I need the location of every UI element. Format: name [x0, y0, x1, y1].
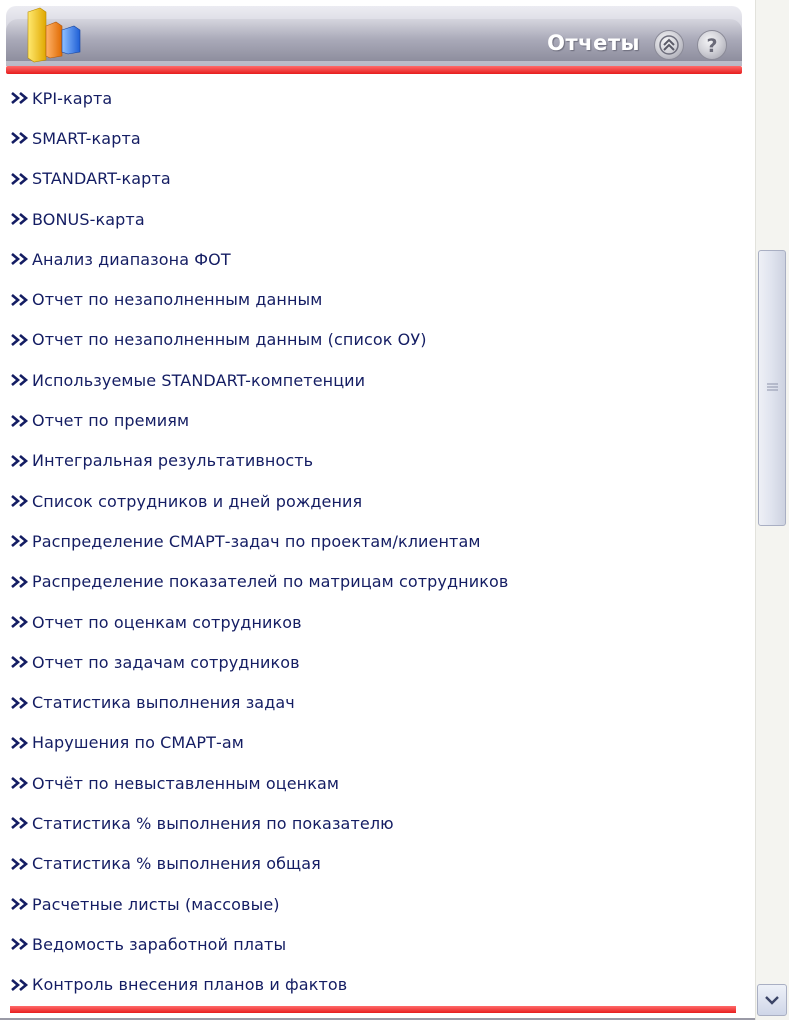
- list-item: [0, 400, 748, 440]
- collapse-button[interactable]: [654, 30, 684, 60]
- scroll-down-button[interactable]: [757, 984, 787, 1016]
- report-link[interactable]: Отчет по незаполненным данным (список ОУ): [32, 330, 427, 350]
- scrollbar-thumb[interactable]: [758, 250, 786, 526]
- scroll-grip-icon: [767, 383, 778, 393]
- list-item: [0, 279, 748, 319]
- double-chevron-right-icon: [10, 696, 30, 710]
- list-item: [0, 481, 748, 521]
- report-link[interactable]: BONUS-карта: [32, 209, 145, 229]
- chevron-down-icon: [758, 985, 786, 1015]
- bar-chart-logo-icon: [22, 4, 92, 64]
- list-item: [0, 844, 748, 884]
- double-chevron-right-icon: [10, 414, 30, 428]
- double-chevron-right-icon: [10, 615, 30, 629]
- double-chevron-right-icon: [10, 373, 30, 387]
- report-link[interactable]: Расчетные листы (массовые): [32, 894, 280, 914]
- list-item: [0, 924, 748, 964]
- report-link[interactable]: Отчет по оценкам сотрудников: [32, 612, 302, 632]
- report-link[interactable]: Интегральная результативность: [32, 451, 314, 471]
- double-chevron-right-icon: [10, 937, 30, 951]
- list-item: [0, 441, 748, 481]
- reports-list: [0, 78, 748, 1005]
- svg-text:?: ?: [706, 35, 718, 57]
- double-chevron-right-icon: [10, 333, 30, 347]
- double-chevron-up-icon: [655, 31, 683, 59]
- report-link[interactable]: Статистика % выполнения общая: [32, 854, 321, 874]
- list-item: [0, 723, 748, 763]
- double-chevron-right-icon: [10, 494, 30, 508]
- report-link[interactable]: Нарушения по СМАРТ-ам: [32, 733, 244, 753]
- list-item: [0, 763, 748, 803]
- list-item: [0, 682, 748, 722]
- list-item: [0, 965, 748, 1005]
- list-item: [0, 521, 748, 561]
- double-chevron-right-icon: [10, 454, 30, 468]
- report-link[interactable]: Статистика % выполнения по показателю: [32, 813, 394, 833]
- report-link[interactable]: Список сотрудников и дней рождения: [32, 491, 363, 511]
- double-chevron-right-icon: [10, 252, 30, 266]
- footer-accent-line: [10, 1006, 736, 1013]
- report-link[interactable]: Статистика выполнения задач: [32, 693, 295, 713]
- double-chevron-right-icon: [10, 534, 30, 548]
- double-chevron-right-icon: [10, 736, 30, 750]
- list-item: [0, 118, 748, 158]
- list-item: [0, 159, 748, 199]
- list-item: [0, 602, 748, 642]
- list-item: [0, 199, 748, 239]
- double-chevron-right-icon: [10, 91, 30, 105]
- list-item: [0, 884, 748, 924]
- report-link[interactable]: Ведомость заработной платы: [32, 934, 287, 954]
- panel-title: Отчеты: [547, 31, 640, 55]
- double-chevron-right-icon: [10, 978, 30, 992]
- report-link[interactable]: KPI-карта: [32, 88, 113, 108]
- report-link[interactable]: Используемые STANDART-компетенции: [32, 370, 366, 390]
- question-mark-icon: [698, 31, 726, 59]
- header-accent-line: [6, 66, 742, 74]
- list-item: [0, 360, 748, 400]
- report-link[interactable]: Отчёт по невыставленным оценкам: [32, 773, 340, 793]
- report-link[interactable]: Отчет по премиям: [32, 411, 190, 431]
- double-chevron-right-icon: [10, 212, 30, 226]
- list-item: [0, 562, 748, 602]
- report-link[interactable]: SMART-карта: [32, 128, 141, 148]
- double-chevron-right-icon: [10, 816, 30, 830]
- list-item: [0, 803, 748, 843]
- double-chevron-right-icon: [10, 857, 30, 871]
- report-link[interactable]: Распределение показателей по матрицам сотрудников: [32, 572, 509, 592]
- double-chevron-right-icon: [10, 131, 30, 145]
- double-chevron-right-icon: [10, 897, 30, 911]
- report-link[interactable]: Анализ диапазона ФОТ: [32, 249, 231, 269]
- list-item: [0, 78, 748, 118]
- double-chevron-right-icon: [10, 172, 30, 186]
- double-chevron-right-icon: [10, 655, 30, 669]
- report-link[interactable]: STANDART-карта: [32, 169, 171, 189]
- help-button[interactable]: [697, 30, 727, 60]
- panel-bottom-border: [0, 1018, 755, 1020]
- report-link[interactable]: Контроль внесения планов и фактов: [32, 975, 348, 995]
- report-link[interactable]: Отчет по задачам сотрудников: [32, 652, 300, 672]
- double-chevron-right-icon: [10, 575, 30, 589]
- report-link[interactable]: Отчет по незаполненным данным: [32, 290, 323, 310]
- list-item: [0, 642, 748, 682]
- double-chevron-right-icon: [10, 776, 30, 790]
- window-edge: [789, 0, 795, 1024]
- list-item: [0, 320, 748, 360]
- double-chevron-right-icon: [10, 293, 30, 307]
- list-item: [0, 239, 748, 279]
- report-link[interactable]: Распределение СМАРТ-задач по проектам/клиентам: [32, 531, 481, 551]
